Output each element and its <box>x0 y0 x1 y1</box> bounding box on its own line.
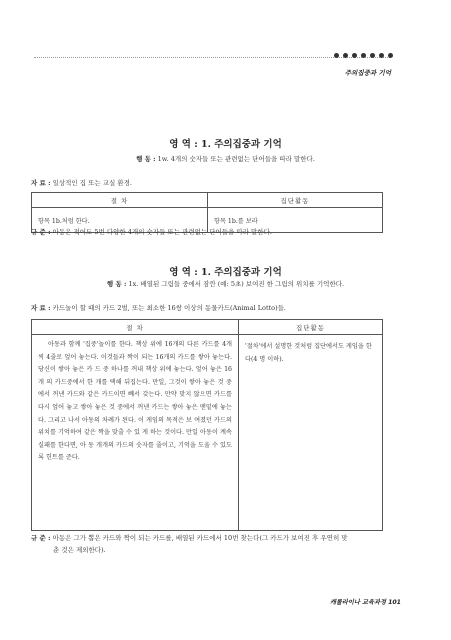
procedure-line: 갖는다. 만약 맞지 않으면 카드를 다시 엎어 놓고 쌓아 <box>38 391 232 411</box>
section2-col2-header: 집단활동 <box>239 320 383 335</box>
section1-col2-body: 항목 1b.를 보라 <box>214 218 258 225</box>
section1-criterion-text: 아동은 적어도 5번 다양한 4개의 숫자들 또는 관련없는 단어들을 따라 말한다. <box>52 228 272 236</box>
section2-col1-header: 절 차 <box>32 320 239 335</box>
section1-material-text: 일상적인 집 또는 교실 환경. <box>52 179 132 187</box>
section1-behavior-label: 행 동 : <box>136 155 156 163</box>
procedure-line: 록 힌트를 준다. <box>38 454 80 462</box>
section1-col2-header: 집단활동 <box>208 193 383 208</box>
procedure-line: 의 카드중에서 한 개를 택해 뒤집는다. 만일, 그것이 <box>46 378 187 386</box>
section2-material-label: 자 료 : <box>31 304 51 312</box>
running-header-title: 주의집중과 기억 <box>344 69 391 77</box>
section2-criterion <box>31 532 391 556</box>
procedure-line: 쌓아 놓은 것 중에서 꺼낸 카드와 같은 카드이면 빼서 <box>38 378 232 399</box>
section2-table <box>31 319 383 531</box>
section2-title: 영 역 : 1. 주의집중과 기억 <box>169 267 282 278</box>
section2-behavior-text: 1x. 배열된 그림들 중에서 잠깐 (예: 5초) 보여진 한 그림의 위치를 기억한다. <box>128 280 345 288</box>
procedure-line: 여졌던 카드의 위치를 기억하여 같은 짝을 맞출 수 있 <box>38 416 232 437</box>
procedure-line: 다른 카드를 4개씩 4줄로 엎어 놓는다. 이것들과 짝이 <box>38 341 233 361</box>
section2-behavior-label: 행 동 : <box>106 280 127 288</box>
procedure-line: 아동과 함께 '집중'놀이를 한다. 책상 위에 16개의 <box>48 341 185 348</box>
section2-procedure-text <box>38 339 232 465</box>
section2-material <box>31 303 286 312</box>
section1-col1-body: 항목 1b.처럼 한다. <box>38 218 90 225</box>
section1-criterion-label: 규 준 : <box>31 228 51 236</box>
section1-material <box>31 178 132 187</box>
procedure-line: 게 하는 것이다. 만일 아동이 계속 실패를 한다면, 아 <box>38 429 232 449</box>
section2-group-text <box>239 335 382 371</box>
section2-criterion-label: 규 준 : <box>31 534 51 542</box>
group-line: 명 이하). <box>259 355 284 363</box>
section2-material-text: 카드놀이 할 때의 카드 2벌, 또는 최소한 16쌍 이상의 동물카드(Animal Lotto)들. <box>52 304 286 312</box>
section2-criterion-line2: 춘 것은 제외한다). <box>53 546 106 554</box>
section1-material-label: 자 료 : <box>31 179 51 187</box>
procedure-line: 놓은 것 중에서 꺼낸 카드는 쌓아 놓은 맨밑에 놓는다. <box>38 403 233 424</box>
section1-title: 영 역 : 1. 주의집중과 기억 <box>169 139 282 150</box>
page-footer: 캐롤라이나 교육과정 101 <box>329 599 401 606</box>
procedure-line: 드 중 하나를 꺼내 책상 위에 놓는다. 엎어 놓은 16개 <box>38 366 232 386</box>
procedure-line: 동 개개의 카드의 숫자를 줄이고, 기억을 도울 수 있도 <box>88 441 232 449</box>
section2-behavior <box>0 279 451 288</box>
procedure-line: 그리고 나서 아동의 차례가 된다. 이 게임의 목적은 보 <box>48 416 192 424</box>
header-dots <box>334 53 393 58</box>
section1-behavior <box>0 154 451 163</box>
section1-col1-header: 절 차 <box>32 193 208 208</box>
procedure-line: 되는 16개의 카드를 쌓아 놓는다. 당신이 쌓아 놓은 카 <box>38 353 233 374</box>
group-line: '절차'에서 설명한 것처럼 집단에서도 게임을 한다(4 <box>245 343 372 363</box>
section1-criterion <box>31 226 391 238</box>
section2-criterion-line1: 아동은 그가 뽑은 카드와 짝이 되는 카드를, 배열된 카드에서 10번 찾는다(그 카드가 보여진 후 우연히 맞 <box>52 534 348 542</box>
section1-behavior-text: 1w. 4개의 숫자들 또는 관련없는 단어들을 따라 말한다. <box>157 155 315 163</box>
